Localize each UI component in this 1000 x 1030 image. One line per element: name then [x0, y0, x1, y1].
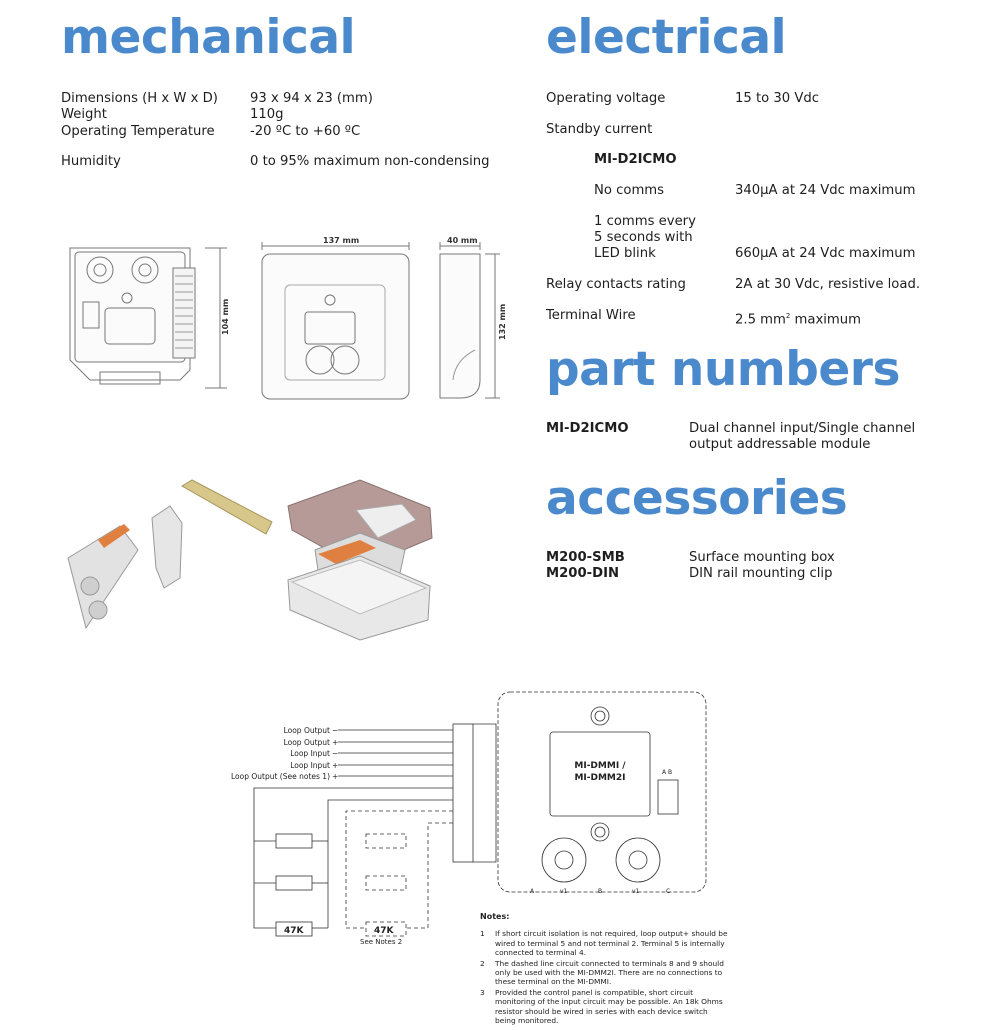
module-label-2: MI-DMM2I — [574, 773, 626, 783]
loop-sign-5: + — [332, 772, 339, 781]
ab-label: A B — [662, 769, 673, 776]
accessories-heading: accessories — [546, 471, 848, 526]
resistor-dashed-label: 47K — [374, 926, 394, 936]
note-text: If short circuit isolation is not required, loop output+ should be wired to terminal 5 and not terminal 2. Terminal 5 is internally connected to terminal 4. — [495, 929, 728, 958]
wire-value: 2.5 mm — [735, 312, 786, 328]
loop-sign-4: + — [332, 761, 339, 770]
mech-value-weight: 110g — [250, 107, 284, 122]
mech-value-humidity: 0 to 95% maximum non-condensing — [250, 154, 490, 169]
note-item — [480, 959, 730, 987]
dim-137-label: 137 mm — [323, 236, 360, 245]
loop-sign-2: + — [332, 738, 339, 747]
mech-value-dimensions: 93 x 94 x 23 (mm) — [250, 91, 373, 106]
bottom-label-v1a: v1 — [560, 888, 568, 895]
resistor-label: 47K — [284, 926, 304, 936]
note-item — [480, 988, 730, 1026]
mech-label-humidity: Humidity — [61, 154, 121, 169]
product-illustrations — [60, 478, 460, 643]
loop-label-3: Loop Input — [290, 749, 330, 758]
loop-label-1: Loop Output — [283, 726, 330, 735]
elec-label-comms-3: LED blink — [594, 246, 656, 261]
dim-132-label: 132 mm — [498, 303, 507, 340]
accessory-desc-din: DIN rail mounting clip — [689, 566, 833, 581]
mech-label-dimensions: Dimensions (H x W x D) — [61, 91, 218, 106]
mechanical-drawings — [55, 230, 575, 410]
dim-104-label: 104 mm — [221, 298, 230, 335]
wire-superscript: 2 — [785, 312, 791, 320]
elec-model: MI-D2ICMO — [594, 152, 677, 167]
loop-label-2: Loop Output — [283, 738, 330, 747]
elec-value-nocomms: 340µA at 24 Vdc maximum — [735, 183, 916, 198]
elec-value-relay: 2A at 30 Vdc, resistive load. — [735, 277, 921, 292]
elec-value-wire — [735, 308, 861, 328]
loop-label-5: Loop Output (See notes 1) — [231, 772, 330, 781]
accessory-code-din: M200-DIN — [546, 566, 620, 581]
elec-label-standby: Standby current — [546, 122, 653, 137]
note-number: 2 — [480, 958, 485, 968]
notes-heading: Notes: — [480, 912, 510, 921]
note-text: The dashed line circuit connected to terminals 8 and 9 should only be used with the MI-DMM2I. There are no connections to these terminal on the MI-DMMI. — [495, 958, 724, 987]
see-notes-label: See Notes 2 — [360, 938, 403, 946]
note-text: Provided the control panel is compatible, short circuit monitoring of the input circuit may be possible. An 18k Ohms resistor should be wired in series with each device switch being monitored. — [495, 987, 723, 1026]
accessory-desc-smb: Surface mounting box — [689, 550, 835, 565]
bottom-label-c: C — [666, 888, 671, 895]
loop-label-4: Loop Input — [290, 761, 330, 770]
bottom-label-b: B — [598, 888, 603, 895]
elec-label-relay: Relay contacts rating — [546, 277, 686, 292]
elec-label-wire: Terminal Wire — [546, 308, 636, 323]
mechanical-heading: mechanical — [61, 10, 356, 65]
mech-label-temperature: Operating Temperature — [61, 124, 215, 139]
elec-label-comms-2: 5 seconds with — [594, 230, 693, 245]
loop-sign-3: − — [332, 749, 339, 758]
accessory-code-smb: M200-SMB — [546, 550, 625, 565]
part-desc-1: Dual channel input/Single channel — [689, 421, 916, 436]
mech-label-weight: Weight — [61, 107, 107, 122]
part-numbers-heading: part numbers — [546, 342, 900, 397]
mech-value-temperature: -20 ºC to +60 ºC — [250, 124, 361, 139]
part-code: MI-D2ICMO — [546, 421, 629, 436]
dim-40-label: 40 mm — [447, 236, 478, 245]
note-number: 1 — [480, 929, 485, 939]
elec-label-voltage: Operating voltage — [546, 91, 666, 106]
note-item — [480, 929, 730, 957]
note-number: 3 — [480, 987, 485, 997]
elec-label-comms-1: 1 comms every — [594, 214, 696, 229]
elec-value-voltage: 15 to 30 Vdc — [735, 91, 820, 106]
notes-block — [480, 912, 730, 1026]
bottom-label-a: A — [530, 888, 535, 895]
part-desc-2: output addressable module — [689, 437, 871, 452]
elec-label-nocomms: No comms — [594, 183, 665, 198]
electrical-heading: electrical — [546, 10, 787, 65]
module-label-1: MI-DMMI / — [574, 761, 626, 771]
loop-sign-1: − — [332, 726, 339, 735]
elec-value-comms: 660µA at 24 Vdc maximum — [735, 246, 916, 261]
bottom-label-v1b: v1 — [632, 888, 640, 895]
wire-suffix: maximum — [790, 312, 861, 328]
